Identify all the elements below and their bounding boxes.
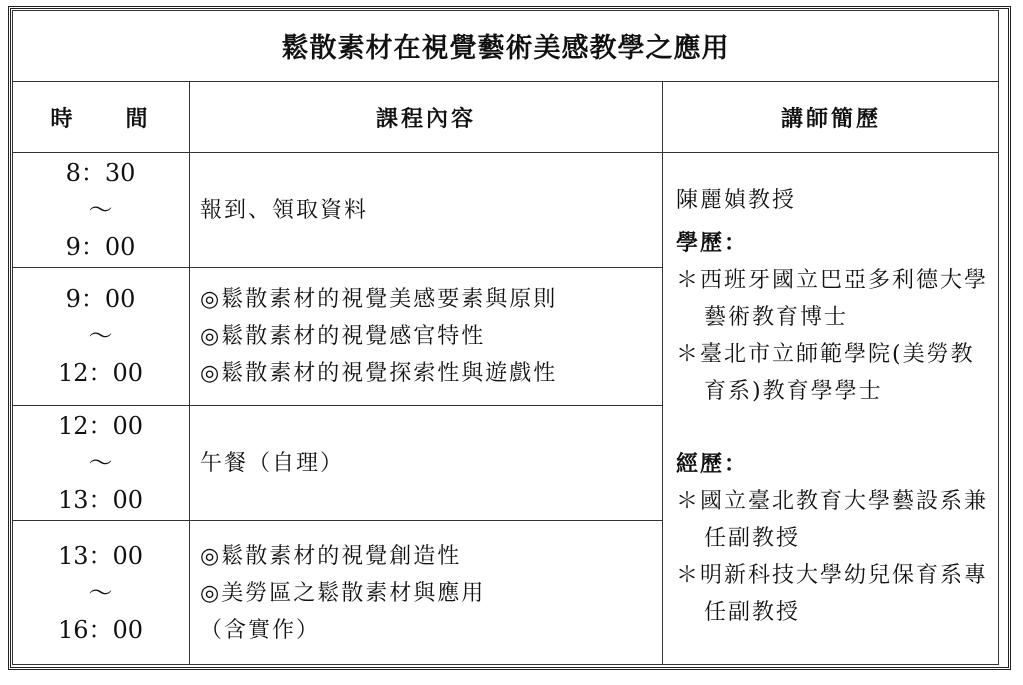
session-time [12, 406, 189, 520]
session-time [12, 521, 189, 665]
page-title: 鬆散素材在視覺藝術美感教學之應用 [281, 33, 730, 64]
session-tilde: ～ [88, 322, 113, 350]
content-line: ◎鬆散素材的視覺創造性 [200, 543, 462, 569]
content-line: （含實作） [200, 617, 321, 643]
header-time: 時 間 [50, 106, 151, 132]
lecturer-bio [676, 182, 996, 631]
session-start: 8：30 [65, 158, 136, 187]
session-end: 12：00 [57, 359, 144, 387]
content-line: ◎美勞區之鬆散素材與應用 [200, 580, 486, 606]
header-lecturer: 講師簡歷 [780, 106, 881, 132]
session-content [200, 406, 344, 520]
education-item: ＊西班牙國立巴亞多利德大學藝術教育博士 [676, 268, 989, 330]
content-line: ◎鬆散素材的視覺感官特性 [200, 324, 486, 349]
lecturer-name: 陳麗媜教授 [676, 188, 797, 213]
session-time [12, 153, 189, 267]
session-tilde: ～ [88, 578, 113, 607]
session-content [200, 521, 485, 665]
experience-label: 經歷： [676, 452, 749, 477]
header-content: 課程內容 [375, 106, 476, 132]
column-divider-1 [189, 82, 190, 665]
session-start: 12：00 [57, 411, 144, 440]
experience-item: ＊國立臺北教育大學藝設系兼任副教授 [676, 489, 989, 551]
education-item: ＊臺北市立師範學院(美勞教育系)教育學學士 [676, 342, 975, 404]
column-divider-2 [662, 82, 663, 665]
session-end: 9：00 [65, 232, 136, 261]
session-end: 16：00 [57, 615, 144, 644]
session-content [200, 153, 368, 267]
session-start: 9：00 [65, 285, 136, 313]
content-line: 午餐（自理） [200, 450, 345, 476]
session-end: 13：00 [57, 485, 144, 514]
experience-item: ＊明新科技大學幼兒保育系專任副教授 [676, 563, 989, 625]
session-tilde: ～ [88, 448, 113, 477]
content-line: ◎鬆散素材的視覺美感要素與原則 [200, 287, 558, 312]
content-line: 報到、領取資料 [200, 197, 369, 223]
education-label: 學歷： [676, 231, 749, 256]
session-start: 13：00 [57, 541, 144, 570]
session-time [12, 268, 189, 405]
content-line: ◎鬆散素材的視覺探索性與遊戲性 [200, 361, 558, 386]
session-tilde: ～ [88, 195, 113, 224]
session-content [200, 268, 557, 405]
